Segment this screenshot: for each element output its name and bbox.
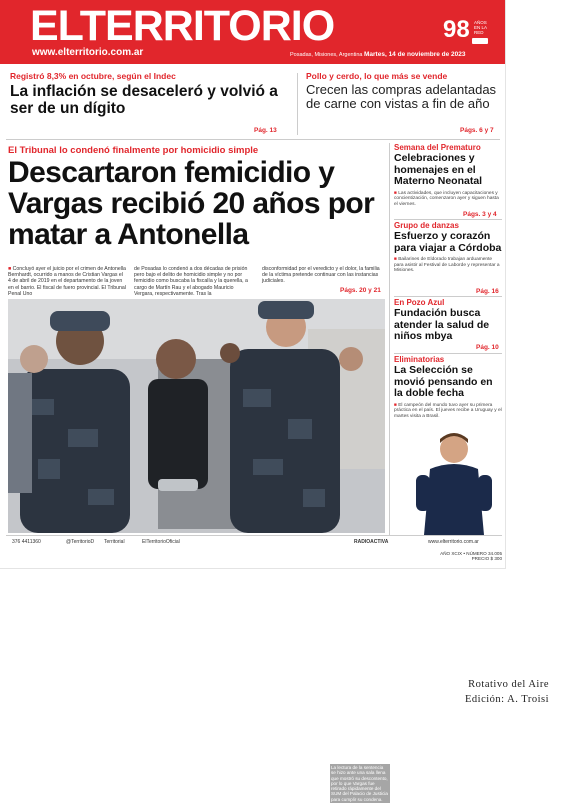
- sidebar-page: Pág. 16: [476, 288, 499, 295]
- main-story-column-1: [8, 266, 126, 297]
- footer-facebook[interactable]: Territorial: [104, 539, 125, 545]
- sidebar-text-content: El campeón del mundo tuvo ayer su primera práctica en el país. El jueves recibe a Uruguay y el martes visita a Brasil.: [394, 402, 502, 419]
- dateline-date: Martes, 14 de noviembre de 2023: [364, 51, 466, 58]
- sidebar-item-pozo-azul[interactable]: [394, 298, 502, 343]
- main-story-column-2: de Posadas lo condenó a dos décadas de prisión pero bajo el delito de homicidio simple y no por femicidio como buscaba la fiscalía y la querella, a cargo de Martín Rau y el abogado Mauricio Vergara, respectivamente. Tras la: [134, 266, 248, 297]
- teaser-right-headline: Crecen las compras adelantadas de carne con vistas a fin de año: [306, 82, 497, 111]
- logo-main: TERRITORIO: [79, 2, 335, 50]
- sidebar-headline: Fundación busca atender la salud de niños mbya: [394, 307, 490, 342]
- credit-line-1: Rotativo del Aire: [468, 679, 549, 690]
- masthead-url[interactable]: www.elterritorio.com.ar: [32, 47, 144, 58]
- sidebar-rule: [394, 296, 502, 297]
- logo-prefix: EL: [30, 2, 80, 50]
- sidebar-kicker: Grupo de danzas: [394, 221, 459, 230]
- footer-instagram[interactable]: ElTerritorioOficial: [142, 539, 180, 545]
- teaser-inflation[interactable]: [10, 71, 290, 135]
- sidebar-text: [394, 403, 502, 420]
- credit-block: [465, 677, 549, 707]
- main-story-column-3: disconformidad por el veredicto y el dolor, la familia de la víctima pretende continuar con las instancias judiciales.: [262, 266, 380, 285]
- dateline-place: Posadas, Misiones, Argentina: [290, 52, 363, 58]
- sidebar-divider: [389, 143, 390, 535]
- edition-price: PRECIO $ 300: [471, 556, 502, 562]
- sidebar-page: Págs. 3 y 4: [463, 211, 497, 218]
- bullet-icon: ■: [394, 257, 399, 262]
- teaser-meat[interactable]: [306, 71, 498, 135]
- sidebar-headline: Celebraciones y homenajes en el Materno Neonatal: [394, 152, 483, 187]
- newspaper-logo[interactable]: [30, 4, 334, 48]
- sidebar-kicker: En Pozo Azul: [394, 298, 445, 307]
- sidebar-kicker: Eliminatorias: [394, 355, 445, 364]
- credit-line-2: Edición: A. Troisi: [465, 694, 549, 705]
- sidebar-text-content: Bailarines de Eldorado trabajan arduamente para asistir al Festival de Laborde y representar a Misiones.: [394, 257, 500, 274]
- sidebar-item-seleccion[interactable]: [394, 355, 502, 533]
- sidebar-headline: Esfuerzo y corazón para viajar a Córdoba: [394, 230, 502, 254]
- sidebar-text: [394, 191, 502, 208]
- anniversary-logo-icon: [472, 38, 488, 44]
- anniversary-number: 98: [443, 16, 470, 43]
- footer-web[interactable]: www.elterritorio.com.ar: [428, 539, 479, 545]
- teaser-divider: [297, 73, 298, 135]
- dateline: [290, 51, 466, 58]
- photo-caption: La lectura de la sentencia se hizo ante una sala llena que mostró su descontento, por lo que Vargas fue retirado rápidamente del SUM del Palacio de Justicia para cumplir su condena.: [330, 764, 390, 803]
- sidebar-rule: [394, 353, 502, 354]
- edition-number: NÚMERO 34.005: [466, 551, 502, 556]
- main-story-headline[interactable]: Descartaron femicidio y Vargas recibió 20 años por matar a Antonella: [8, 156, 375, 251]
- teaser-left-headline: La inflación se desaceleró y volvió a ser de un dígito: [10, 83, 278, 117]
- bullet-icon: ■: [394, 190, 399, 196]
- anniversary-subtitle: AÑOS EN LA RED: [474, 20, 487, 35]
- footer-phone[interactable]: 376 4411360: [12, 539, 41, 545]
- sidebar-item-danzas[interactable]: [394, 221, 502, 274]
- bullet-icon: ■: [394, 402, 399, 408]
- sidebar-text: [394, 257, 502, 274]
- sidebar-rule: [394, 219, 502, 220]
- footer-twitter[interactable]: @TerritorioD: [66, 539, 95, 545]
- teaser-right-page: Págs. 6 y 7: [460, 127, 494, 134]
- masthead: [0, 0, 505, 64]
- sidebar-kicker: Semana del Prematuro: [394, 143, 481, 152]
- main-story-kicker: El Tribunal lo condenó finalmente por homicidio simple: [8, 145, 259, 156]
- sidebar-text-content: Las actividades, que incluyen capacitaciones y concientización, comenzaron ayer y siguen hasta el viernes.: [394, 190, 499, 207]
- teaser-left-page: Pág. 13: [254, 127, 277, 134]
- main-story-page: Págs. 20 y 21: [340, 287, 381, 294]
- football-player-photo: [394, 425, 502, 535]
- sidebar-page: Pág. 10: [476, 344, 499, 351]
- footer-bar: [8, 536, 502, 550]
- main-story-col1-text: Concluyó ayer el juicio por el crimen de Antonella Bernhardt, ocurrido a manos de Cristian Vargas el 4 de abril de 2019 en el departamento de la joven en el barrio. El fiscal de fuero provincial. El Tribunal Penal Uno: [8, 266, 126, 297]
- teaser-right-kicker: Pollo y cerdo, lo que más se vende: [306, 71, 448, 81]
- sidebar-headline: La Selección se movió pensando en la doble fecha: [394, 364, 493, 399]
- bullet-icon: ■: [8, 266, 13, 272]
- sidebar-item-prematuro[interactable]: [394, 143, 502, 207]
- courtroom-photo-illustration: [8, 299, 385, 533]
- teaser-bottom-rule: [6, 139, 500, 140]
- footer-radio[interactable]: RADIOACTIVA: [354, 539, 389, 545]
- edition-year: AÑO XCIX: [440, 551, 463, 556]
- teaser-left-kicker: Registró 8,3% en octubre, según el Indec: [10, 71, 176, 81]
- edition-info: AÑO XCIX • NÚMERO 34.005 PRECIO $ 300: [440, 551, 502, 562]
